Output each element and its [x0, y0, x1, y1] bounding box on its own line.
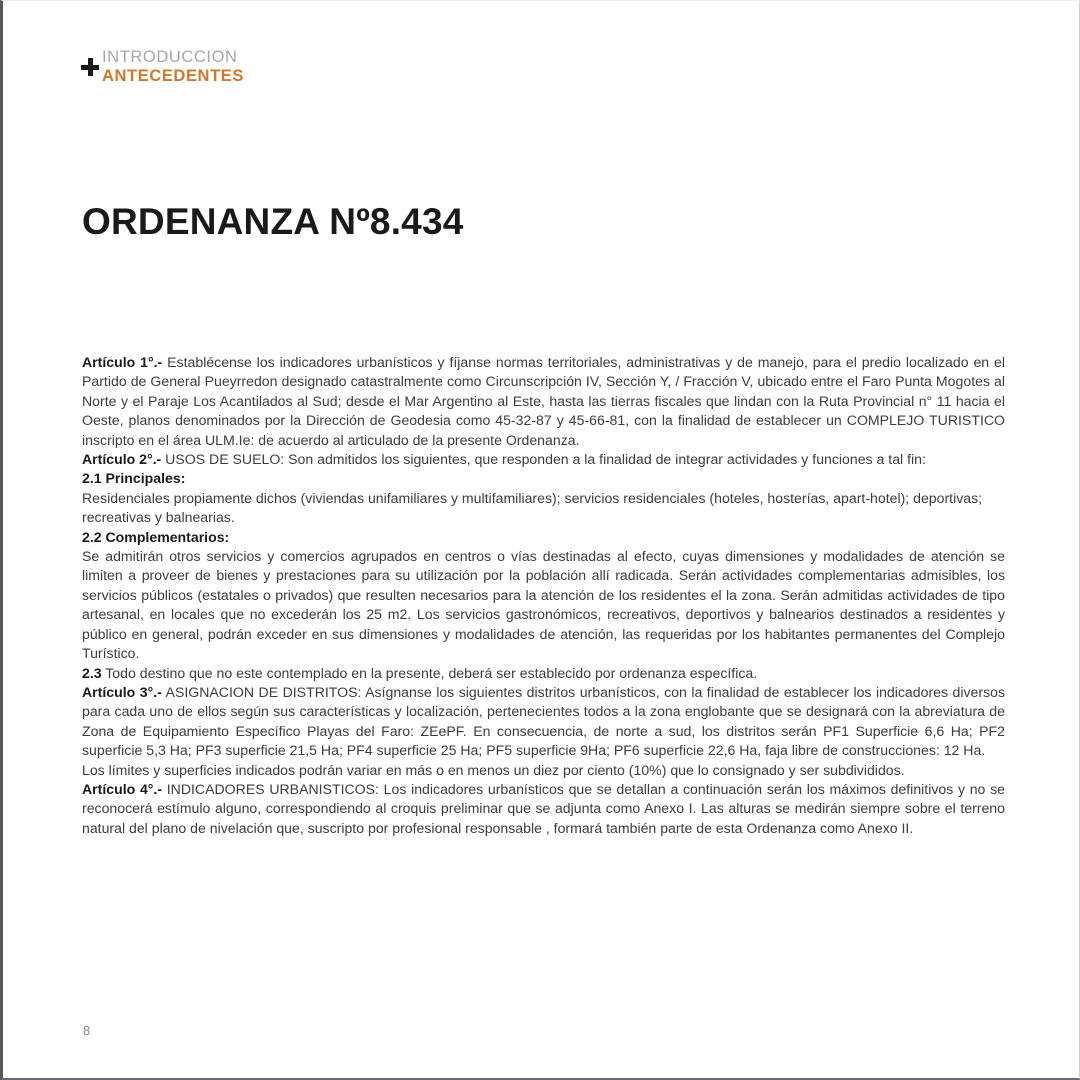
subheading-2-2: 2.2 Complementarios: — [82, 528, 230, 545]
paragraph-2-3-text: Todo destino que no este contemplado en la presente, deberá ser establecido por ordenanza específica. — [101, 664, 758, 681]
plus-icon — [81, 58, 99, 76]
section-label-introduccion: INTRODUCCION — [102, 48, 238, 66]
paragraph-2-1: Residenciales propiamente dichos (viviendas unifamiliares y multifamiliares); servicios residenciales (hoteles, hosterías, apart-hotel); deportivas; recreativas y balnearias. — [82, 489, 983, 526]
articulo-2-label: Artículo 2°.- — [82, 451, 162, 468]
articulo-1-label: Artículo 1°.- — [82, 354, 163, 370]
page-number: 8 — [83, 1023, 91, 1038]
document-body — [82, 353, 1005, 838]
articulo-4-label: Artículo 4°.- — [82, 780, 163, 797]
section-label-antecedentes: ANTECEDENTES — [102, 66, 244, 85]
articulo-2-text: USOS DE SUELO: Son admitidos los siguientes, que responden a la finalidad de integrar actividades y funciones a tal fin: — [161, 451, 926, 468]
page-title: ORDENANZA Nº8.434 — [82, 201, 464, 242]
articulo-3-text: ASIGNACION DE DISTRITOS: Asígnanse los siguientes distritos urbanísticos, con la finalidad de establecer los indicadores diversos para cada uno de ellos según sus características y localización, pertenecientes todos a la zona englobante que se designará con la abreviatura de Zona de Equipamiento Específico Playas del Faro: ZEePF. En consecuencia, de norte a sud, los distritos serán PF1 Superficie 6,6 Ha; PF2 superficie 5,3 Ha; PF3 superficie 21,5 Ha; PF4 superficie 25 Ha; PF5 superficie 9Ha; PF6 superficie 22,6 Ha, faja libre de construcciones: 12 Ha. — [82, 683, 1005, 759]
subheading-2-1: 2.1 Principales: — [82, 470, 186, 487]
paragraph-articulo-3 — [82, 683, 1005, 761]
paragraph-articulo-2 — [82, 450, 1005, 469]
paragraph-articulo-1 — [82, 353, 1005, 450]
paragraph-2-3 — [82, 664, 1005, 683]
paragraph-2-2: Se admitirán otros servicios y comercios agrupados en centros o vías destinadas al efecto, cuyas dimensiones y modalidades de atención se limiten a proveer de bienes y prestaciones para su utilización por la población allí radicada. Serán actividades complementarias admisibles, los servicios públicos (estatales o privados) que resulten necesarios para la atención de los residentes el la zona. Serán admitidas actividades de tipo artesanal, en locales que no excederán los 25 m2. Los servicios gastronómicos, recreativos, deportivos y balnearios destinados a residentes y público en general, podrán exceder en sus dimensiones y modalidades de atención, las requeridas por los habitantes permanentes del Complejo Turístico. — [82, 548, 1005, 662]
subheading-2-3-label: 2.3 — [82, 664, 102, 681]
articulo-1-text: Establécense los indicadores urbanísticos y fíjanse normas territoriales, administrativas y de manejo, para el predio localizado en el Partido de General Pueyrredon designado catastralmente como Circunscripción IV, Sección Y, / Fracción V, ubicado entre el Faro Punta Mogotes al Norte y el Paraje Los Acantilados al Sud; desde el Mar Argentino al Este, hasta las tierras fiscales que lindan con la Ruta Provincial n° 11 hacia el Oeste, planos denominados por la Dirección de Geodesia como 45-32-87 y 45-66-81, con la finalidad de establecer un COMPLEJO TURISTICO inscripto en el área ULM.Ie: de acuerdo al articulado de la presente Ordenanza. — [82, 354, 1006, 448]
section-header-labels — [102, 49, 244, 84]
articulo-3-label: Artículo 3°.- — [82, 683, 162, 700]
paragraph-articulo-4 — [82, 780, 1005, 838]
articulo-4-text: INDICADORES URBANISTICOS: Los indicadores urbanísticos que se detallan a continuación serán los máximos definitivos y no se reconocerá estímulo alguno, correspondiendo al croquis preliminar que se adjunta como Anexo I. Las alturas se medirán siempre sobre el terreno natural del plano de nivelación que, suscripto por profesional responsable , formará también parte de esta Ordenanza como Anexo II. — [82, 780, 1005, 836]
section-header — [81, 49, 244, 84]
paragraph-articulo-3-limites: Los límites y superficies indicados podrán variar en más o en menos un diez por ciento (10%) que lo consignado y ser subdivididos. — [82, 761, 905, 778]
